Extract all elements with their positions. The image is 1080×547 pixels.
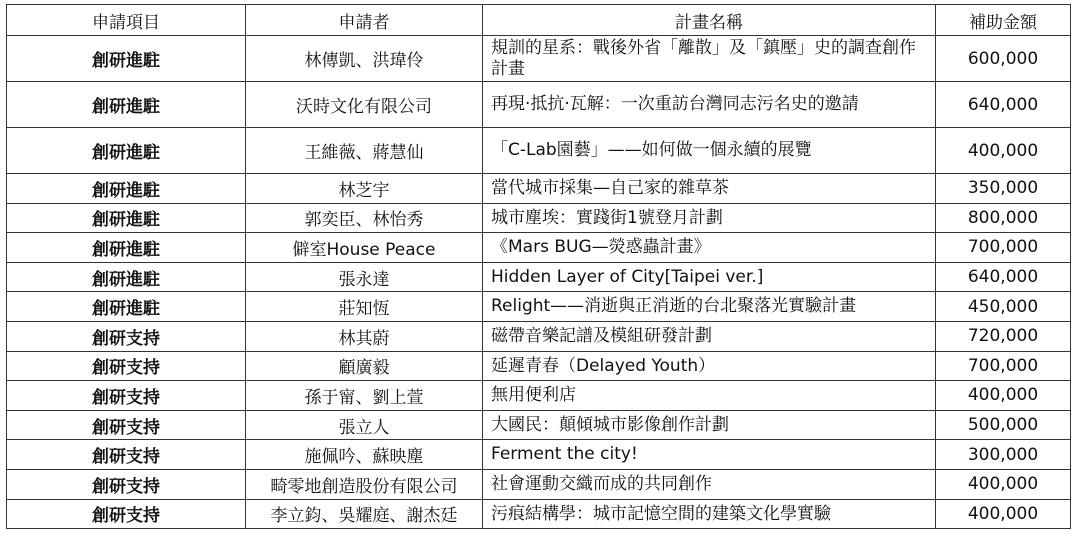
table-row [7,410,1071,440]
project-cell: Relight——消逝與正消逝的台北聚落光實驗計畫 [483,292,936,322]
category-cell: 創研進駐 [7,203,246,233]
project-cell: 磁帶音樂記譜及模組研發計劃 [483,321,936,351]
applicant-cell: 孫于甯、劉上萱 [246,381,483,411]
category-cell: 創研進駐 [7,292,246,322]
applicant-cell: 張永達 [246,262,483,292]
category-cell: 創研進駐 [7,36,246,82]
project-cell: 城市塵埃：實踐街1號登月計劃 [483,203,936,233]
project-cell: 再現‧抵抗‧瓦解：一次重訪台灣同志污名史的邀請 [483,82,936,128]
applicant-cell: 王維薇、蔣慧仙 [246,128,483,174]
project-cell: 「C-Lab園藝」——如何做一個永續的展覽 [483,128,936,174]
applicant-cell: 林芝宇 [246,174,483,204]
category-cell: 創研支持 [7,469,246,499]
project-cell: 延遲青春（Delayed Youth） [483,351,936,381]
amount-cell: 450,000 [936,292,1071,322]
project-cell: Hidden Layer of City[Taipei ver.] [483,262,936,292]
applicant-cell: 林其蔚 [246,321,483,351]
project-cell: 當代城市採集—自己家的雜草茶 [483,174,936,204]
amount-cell: 350,000 [936,174,1071,204]
header-row [7,5,1071,36]
amount-cell: 640,000 [936,262,1071,292]
table-row [7,440,1071,470]
category-cell: 創研支持 [7,410,246,440]
amount-cell: 500,000 [936,410,1071,440]
category-cell: 創研支持 [7,381,246,411]
applicant-cell: 李立鈞、吳耀庭、謝杰廷 [246,499,483,529]
category-cell: 創研支持 [7,321,246,351]
table-row [7,233,1071,263]
amount-cell: 800,000 [936,203,1071,233]
table-row [7,469,1071,499]
applicant-cell: 僻室House Peace [246,233,483,263]
table-row [7,292,1071,322]
grant-table [6,4,1071,529]
table-row [7,82,1071,128]
project-cell: 無用便利店 [483,381,936,411]
header-applicant: 申請者 [246,5,483,36]
applicant-cell: 沃時文化有限公司 [246,82,483,128]
table-row [7,499,1071,529]
table-row [7,203,1071,233]
header-category: 申請項目 [7,5,246,36]
project-cell: 污痕結構學：城市記憶空間的建築文化學實驗 [483,499,936,529]
amount-cell: 400,000 [936,469,1071,499]
applicant-cell: 莊知恆 [246,292,483,322]
project-cell: Ferment the city! [483,440,936,470]
category-cell: 創研進駐 [7,233,246,263]
header-amount: 補助金額 [936,5,1071,36]
category-cell: 創研進駐 [7,82,246,128]
category-cell: 創研支持 [7,351,246,381]
category-cell: 創研支持 [7,440,246,470]
amount-cell: 300,000 [936,440,1071,470]
table-row [7,321,1071,351]
amount-cell: 400,000 [936,499,1071,529]
amount-cell: 720,000 [936,321,1071,351]
applicant-cell: 林傳凱、洪瑋伶 [246,36,483,82]
amount-cell: 700,000 [936,233,1071,263]
amount-cell: 600,000 [936,36,1071,82]
amount-cell: 640,000 [936,82,1071,128]
applicant-cell: 顧廣毅 [246,351,483,381]
applicant-cell: 畸零地創造股份有限公司 [246,469,483,499]
project-cell: 規訓的星系：戰後外省「離散」及「鎮壓」史的調查創作計畫 [483,36,936,82]
project-cell: 大國民：顛傾城市影像創作計劃 [483,410,936,440]
category-cell: 創研進駐 [7,174,246,204]
amount-cell: 400,000 [936,128,1071,174]
amount-cell: 700,000 [936,351,1071,381]
table-row [7,381,1071,411]
applicant-cell: 張立人 [246,410,483,440]
category-cell: 創研進駐 [7,262,246,292]
project-cell: 《Mars BUG—熒惑蟲計畫》 [483,233,936,263]
amount-cell: 400,000 [936,381,1071,411]
table-row [7,128,1071,174]
table-row [7,174,1071,204]
header-project: 計畫名稱 [483,5,936,36]
category-cell: 創研支持 [7,499,246,529]
category-cell: 創研進駐 [7,128,246,174]
applicant-cell: 施佩吟、蘇映塵 [246,440,483,470]
applicant-cell: 郭奕臣、林怡秀 [246,203,483,233]
table-row [7,351,1071,381]
table-row [7,262,1071,292]
project-cell: 社會運動交織而成的共同創作 [483,469,936,499]
table-row [7,36,1071,82]
